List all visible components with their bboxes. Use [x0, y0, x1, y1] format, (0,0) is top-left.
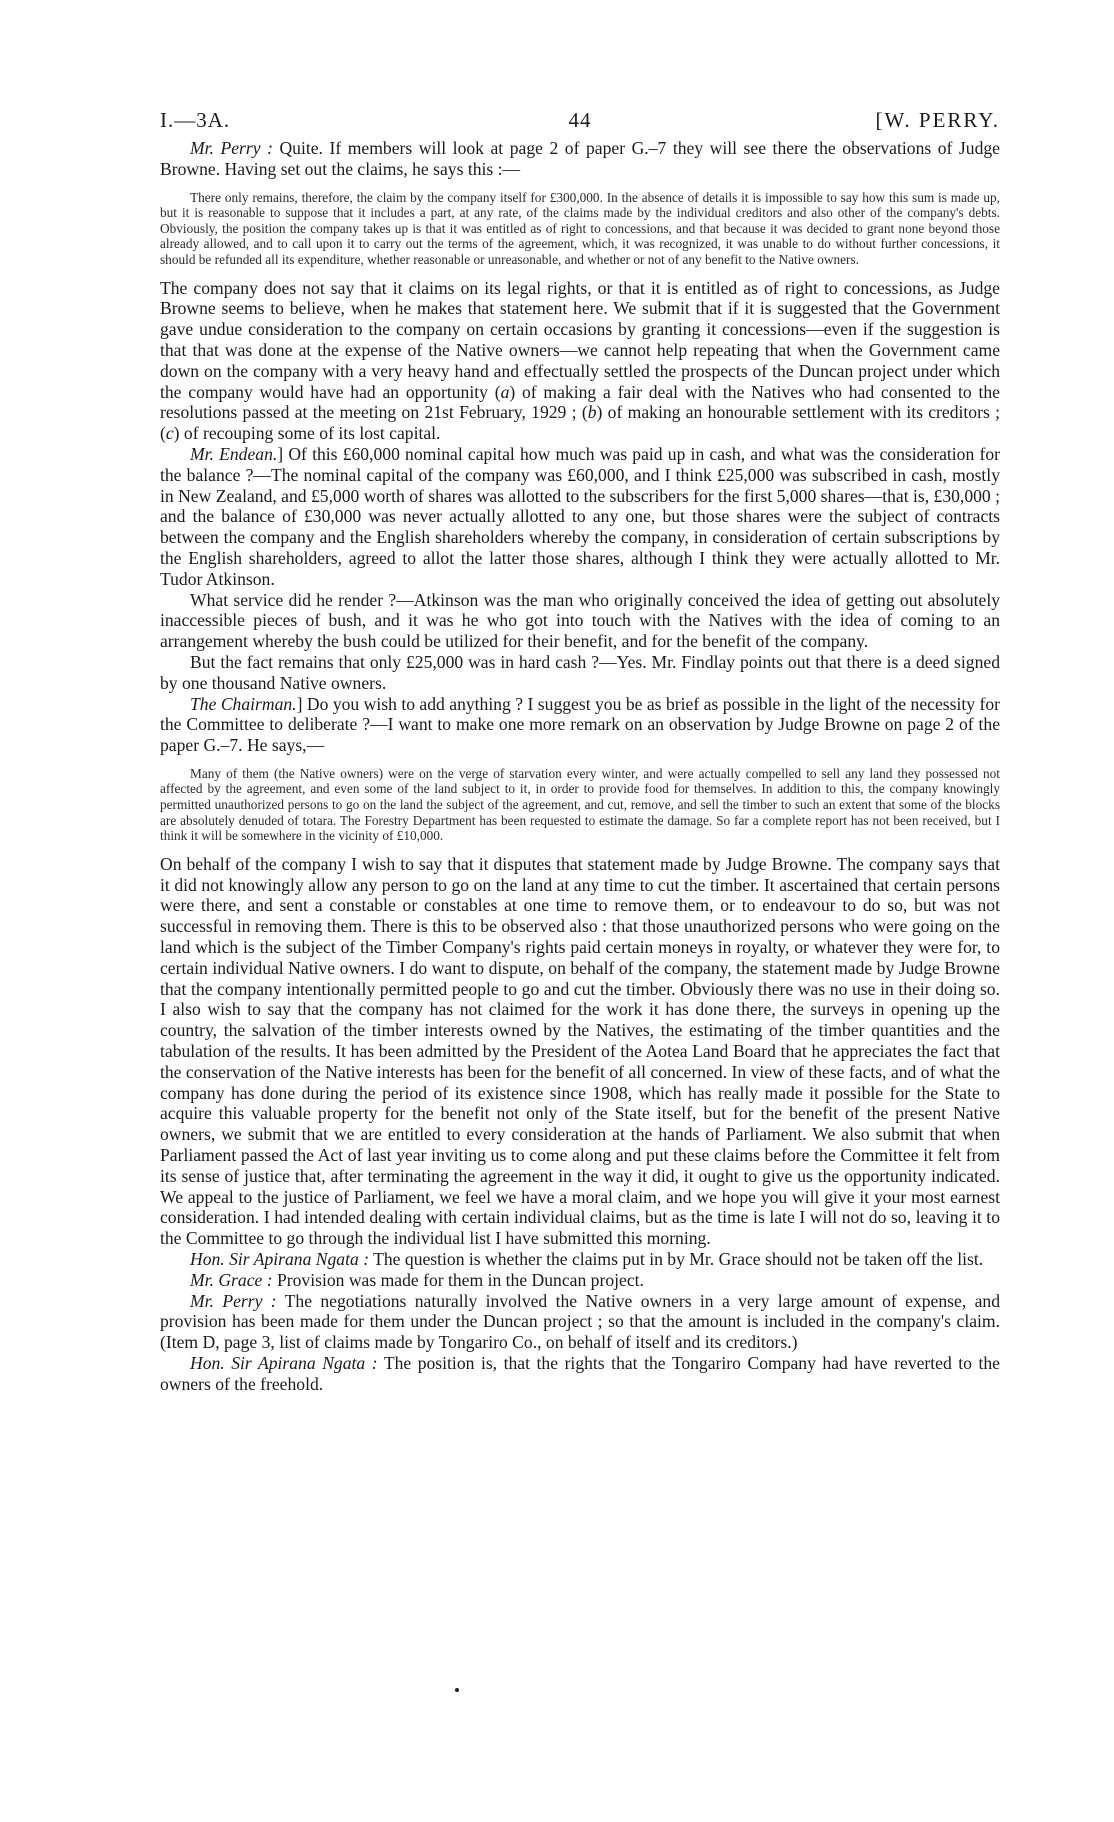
- paragraph-ngata-position: [160, 1353, 1000, 1395]
- page-end-mark: [455, 1688, 459, 1692]
- speaker-name: Mr. Grace :: [190, 1269, 273, 1290]
- speaker-name: Mr. Perry :: [190, 1290, 277, 1311]
- paragraph-endean-question: [160, 444, 1000, 590]
- list-marker-c: c: [165, 423, 174, 444]
- paragraph-text: The negotiations naturally involved the Native owners in a very large amount of expense, and provision has been made for them under the Duncan project ; so that the amount is included in the company's claim. (Item D, page 3, list of claims made by Tongariro Co., on behalf of itself and its creditors.): [160, 1290, 1000, 1353]
- paragraph-grace-answer: [160, 1270, 1000, 1291]
- paragraph-company-claims: [160, 278, 1000, 444]
- paragraph-text: Provision was made for them in the Duncan project.: [272, 1269, 644, 1290]
- speaker-name: Mr. Endean.: [190, 443, 278, 464]
- paragraph-chairman-question: [160, 694, 1000, 756]
- speaker-name: The Chairman.: [190, 693, 297, 714]
- paragraph-text: The company does not say that it claims on its legal rights, or that it is entitled as of right to concessions, as Judge Browne seems to believe, when he makes that statement here. We submit that if it is suggested that the Government gave undue consideration to the company on certain occasions by granting it concessions—even if the suggestion is that that was done at the expense of the Native owners—we cannot help repeating that when the Government came down on the company with a very heavy hand and effectually settled the prospects of the Duncan project under which the company would have had an opportunity (: [160, 277, 1000, 402]
- speaker-name: Mr. Perry :: [190, 138, 273, 158]
- paragraph-text: Quite. If members will look at page 2 of paper G.–7 they will see there the observations of Judge Browne. Having set out the claims, he says this :—: [160, 138, 1000, 179]
- witness-name: [W. PERRY.: [875, 108, 1000, 132]
- paragraph-text: The position is, that the rights that the Tongariro Company had have reverted to the owners of the freehold.: [160, 1352, 1000, 1394]
- speaker-name: Hon. Sir Apirana Ngata :: [190, 1352, 378, 1373]
- paragraph-perry-negotiations: [160, 1291, 1000, 1353]
- paragraph-ngata-question: [160, 1249, 1000, 1270]
- list-marker-b: b: [587, 402, 597, 423]
- paragraph-text: ) of recouping some of its lost capital.: [173, 423, 441, 444]
- quoted-observation-1: There only remains, therefore, the claim by the company itself for £300,000. In the absence of details it is impossible to say how this sum is made up, but it is reasonable to suppose that it includes a part, at any rate, of the claims made by the individual creditors and also other of the company's debts. Obviously, the position the company takes up is that it was entitled as of right to concessions, and that because it was decided to grant none beyond those already allowed, and to call upon it to carry out the terms of the agreement, which, it was recognized, it was unable to do without further concessions, it should be refunded all its expenditure, whether reasonable or unreasonable, and whether or not of any benefit to the Native owners.: [160, 189, 1000, 267]
- speaker-name: Hon. Sir Apirana Ngata :: [190, 1249, 370, 1269]
- document-body: [160, 138, 1000, 1395]
- paragraph-hard-cash: But the fact remains that only £25,000 was in hard cash ?—Yes. Mr. Findlay points out that there is a deed signed by one thousand Native owners.: [160, 651, 1000, 693]
- paper-reference: I.—3A.: [160, 108, 231, 132]
- document-page: [160, 108, 1000, 1395]
- page-header: [160, 108, 1000, 138]
- paragraph-text: ] Of this £60,000 nominal capital how much was paid up in cash, and what was the consideration for the balance ?—The nominal capital of the company was £60,000, and I think £25,000 was subscribed in cash, mostly in New Zealand, and £5,000 worth of shares was allotted to the subscribers for the first 5,000 shares—that is, £30,000 ; and the balance of £30,000 was never actually allotted to any one, but those shares were the subject of contracts between the company and the English shareholders whereby the company, in consideration of certain subscriptions by the English shareholders, agreed to allot the latter those shares, although I think they were actually allotted to Mr. Tudor Atkinson.: [160, 443, 1000, 589]
- page-number: 44: [568, 108, 592, 132]
- paragraph-perry-quite: [160, 138, 1000, 180]
- paragraph-service: What service did he render ?—Atkinson was the man who originally conceived the idea of getting out absolutely inaccessible pieces of bush, and it was he who got into touch with the Natives with the idea of coming to an arrangement whereby the bush could be utilized for their benefit, and for the benefit of the company.: [160, 589, 1000, 652]
- paragraph-text: ) of making an honourable settlement with its creditors ; (: [160, 402, 1000, 444]
- paragraph-text: ] Do you wish to add anything ? I suggest you be as brief as possible in the light of the necessity for the Committee to deliberate ?—I want to make one more remark on an observation by Judge Browne on page 2 of the paper G.–7. He says,—: [160, 693, 1000, 756]
- list-marker-a: a: [500, 381, 510, 402]
- paragraph-text: ) of making a fair deal with the Natives who had consented to the resolutions passed at the meeting on 21st February, 1929 ; (: [160, 381, 1000, 423]
- quoted-observation-2: Many of them (the Native owners) were on the verge of starvation every winter, and were actually compelled to sell any land they possessed not affected by the agreement, and even some of the land subject to it, in order to provide food for themselves. In addition to this, the company knowingly permitted unauthorized persons to go on the land the subject of the agreement, and cut, remove, and sell the timber to such an extent that some of the blocks are absolutely denuded of totara. The Forestry Department has been requested to estimate the damage. So far a complete report has not been received, but I think it will be somewhere in the vicinity of £10,000.: [160, 765, 1000, 844]
- paragraph-company-dispute: On behalf of the company I wish to say that it disputes that statement made by Judge Browne. The company says that it did not knowingly allow any person to go on the land at any time to cut the timber. It ascertained that certain persons were there, and sent a constable or constables at one time to remove them, or to endeavour to do so, but was not successful in removing them. There is this to be observed also : that those unauthorized persons who were going on the land which is the subject of the Timber Company's rights paid certain moneys in royalty, or whatever they were for, to certain individual Native owners. I do want to dispute, on behalf of the company, the statement made by Judge Browne that the company intentionally permitted people to go and cut the timber. Obviously there was no use in their doing so. I also wish to say that the company has not claimed for the work it has done there, the surveys in opening up the country, the salvation of the timber interests owned by the Natives, the estimating of the timber quantities and the tabulation of the results. It has been admitted by the President of the Aotea Land Board that he appreciates the fact that the conservation of the Native interests has been for the benefit of all concerned. In view of these facts, and of what the company has done during the period of its existence since 1908, which has really made it possible for the State to acquire this valuable property for the benefit not only of the State itself, but for the benefit of the present Native owners, we submit that we are entitled to every consideration at the hands of Parliament. We also submit that when Parliament passed the Act of last year inviting us to come along and put these claims before the Committee it felt from its sense of justice that, after terminating the agreement in the way it did, it ought to give us the opportunity indicated. We appeal to the justice of Parliament, we feel we have a moral claim, and we hope you will give it your most earnest consideration. I had intended dealing with certain individual claims, but as the time is late I will not do so, leaving it to the Committee to go through the individual list I have submitted this morning.: [160, 853, 1000, 1249]
- paragraph-text: The question is whether the claims put in by Mr. Grace should not be taken off the list.: [369, 1249, 984, 1269]
